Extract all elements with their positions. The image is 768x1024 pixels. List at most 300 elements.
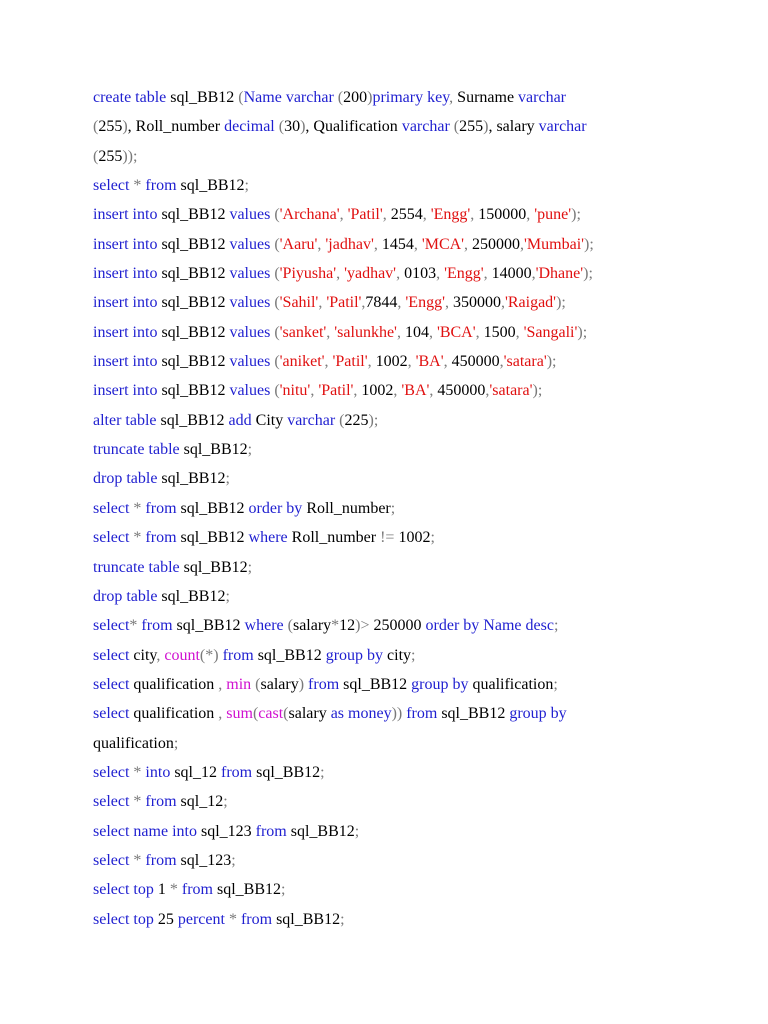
operator-token: ; [354, 822, 360, 840]
operator-token: * [133, 499, 142, 517]
operator-token: ( [238, 89, 244, 106]
string-token: 'BA' [415, 353, 444, 371]
keyword-token: primary key [372, 89, 450, 106]
keyword-token: from [406, 705, 438, 723]
text-token: qualification [93, 734, 174, 752]
operator-token: ) [300, 118, 306, 136]
string-token: 'yadhav' [344, 265, 397, 283]
text-token: 1002 [394, 529, 431, 547]
code-line [93, 142, 753, 171]
keyword-token: values [229, 323, 271, 341]
keyword-token: percent [177, 910, 225, 928]
operator-token: , [396, 265, 401, 283]
operator-token: (*) [199, 646, 219, 664]
operator-token: ( [274, 206, 280, 224]
operator-token: , [393, 382, 398, 400]
operator-token: ; [390, 499, 396, 517]
keyword-token: varchar [518, 89, 567, 106]
code-line [93, 494, 753, 523]
operator-token: )); [122, 147, 138, 165]
string-token: 'pune' [534, 206, 572, 224]
keyword-token: select [93, 529, 130, 547]
string-token: 'Aaru' [279, 235, 318, 253]
text-token: sql_12 [170, 763, 221, 781]
code-line [93, 318, 753, 347]
text-token: sql_BB12 [156, 411, 229, 429]
operator-token: ; [244, 177, 249, 195]
text-token: sql_BB12 [157, 382, 230, 400]
operator-token: ); [368, 411, 379, 429]
keyword-token: where [244, 617, 284, 635]
string-token: 'salunkhe' [334, 323, 397, 341]
text-token: 7844 [365, 294, 398, 312]
operator-token: , [499, 353, 504, 371]
keyword-token: into [145, 763, 171, 781]
keyword-token: select [93, 763, 130, 781]
text-token: 150000 [474, 206, 527, 224]
operator-token: ; [430, 529, 435, 547]
keyword-token: insert into [93, 206, 158, 224]
operator-token: , [218, 705, 223, 723]
keyword-token: values [229, 353, 271, 371]
operator-token: ; [247, 441, 253, 459]
operator-token: , [324, 353, 329, 371]
keyword-token: group by [509, 705, 567, 723]
code-line [93, 817, 753, 846]
keyword-token: Name [483, 617, 522, 635]
code-line [93, 230, 753, 259]
keyword-token: from [220, 763, 253, 781]
operator-token: ( [337, 89, 344, 106]
text-token: 1002 [357, 382, 394, 400]
text-token: city [383, 646, 412, 664]
code-line [93, 875, 753, 904]
keyword-token: name [133, 822, 169, 840]
text-token: sql_BB12 [176, 499, 249, 517]
string-token: 'satara' [489, 382, 533, 400]
text-token: City [251, 411, 288, 429]
keyword-token: insert into [93, 265, 158, 283]
text-token: sql_BB12 [179, 441, 248, 459]
operator-token: ( [252, 705, 259, 723]
operator-token: , [483, 265, 488, 283]
operator-token: * [129, 617, 138, 635]
text-token: 30 [284, 118, 301, 136]
keyword-token: select [93, 910, 130, 928]
operator-token: ; [320, 763, 325, 781]
keyword-token: varchar [401, 118, 450, 136]
operator-token: , [407, 353, 412, 371]
operator-token: , [353, 382, 358, 400]
keyword-token: insert into [93, 294, 158, 312]
text-token: sql_BB12 [272, 910, 341, 928]
operator-token: , [326, 323, 331, 341]
code-line [93, 464, 753, 493]
operator-token: * [228, 910, 237, 928]
operator-token: , [443, 353, 448, 371]
keyword-token: decimal [224, 118, 275, 136]
string-token: 'jadhav' [325, 235, 374, 253]
operator-token: , [436, 265, 441, 283]
operator-token: , [382, 206, 387, 224]
string-token: 'Archana' [279, 206, 340, 224]
text-token: 450000 [433, 382, 486, 400]
text-token: salary [260, 675, 299, 693]
keyword-token: from [255, 822, 287, 840]
code-line [93, 376, 753, 405]
operator-token: , [485, 382, 490, 400]
operator-token: ( [274, 294, 280, 312]
text-token: sql_12 [176, 793, 224, 811]
keyword-token: select [93, 675, 130, 693]
keyword-token: group by [411, 675, 469, 693]
text-token: salary [292, 617, 332, 635]
keyword-token: from [222, 646, 254, 664]
operator-token: ) [122, 118, 128, 136]
text-token: sql_BB12 [172, 617, 245, 635]
string-token: 'Sahil' [279, 294, 319, 312]
code-line [93, 523, 753, 552]
text-token: sql_BB12 [252, 763, 321, 781]
keyword-token: values [229, 265, 271, 283]
function-token: min [226, 675, 252, 693]
text-token: city [129, 646, 157, 664]
operator-token: ; [225, 587, 230, 605]
operator-token: ; [281, 881, 286, 899]
code-line [93, 611, 753, 640]
keyword-token: truncate table [93, 441, 180, 459]
operator-token: , [317, 235, 322, 253]
operator-token: ); [577, 323, 588, 341]
operator-token: , [218, 675, 223, 693]
text-token: 250000 [468, 235, 521, 253]
string-token: 'aniket' [279, 353, 325, 371]
keyword-token: add [228, 411, 252, 429]
string-token: 'Mumbai' [524, 235, 585, 253]
string-token: 'Patil' [318, 382, 354, 400]
operator-token: , [367, 353, 372, 371]
keyword-token: values [229, 206, 271, 224]
operator-token: , [531, 265, 536, 283]
keyword-token: varchar [287, 411, 336, 429]
operator-token: ); [532, 382, 543, 400]
operator-token: ); [584, 235, 594, 253]
keyword-token: select [93, 705, 130, 723]
code-line [93, 171, 753, 200]
text-token: sql_BB12 [212, 881, 281, 899]
operator-token: ); [546, 353, 557, 371]
operator-token: , [339, 206, 344, 224]
code-line [93, 670, 753, 699]
keyword-token: as [330, 705, 345, 723]
operator-token: , [422, 206, 427, 224]
operator-token: * [133, 763, 142, 781]
text-token: sql_BB12 [157, 470, 226, 488]
text-token: Roll_number [302, 499, 391, 517]
keyword-token: desc [525, 617, 554, 635]
text-token: 350000 [448, 294, 501, 312]
text-token: sql_BB12 [157, 323, 230, 341]
sql-code-document [93, 83, 753, 934]
operator-token: ( [339, 411, 345, 429]
operator-token: , [361, 294, 366, 312]
text-token: 14000 [487, 265, 532, 283]
operator-token: ; [553, 675, 558, 693]
string-token: 'nitu' [279, 382, 311, 400]
operator-token: * [169, 881, 178, 899]
operator-token: , [515, 323, 520, 341]
operator-token: , [520, 235, 525, 253]
text-token: sql_BB12 [157, 353, 230, 371]
operator-token: ; [225, 470, 230, 488]
text-token: 200 [343, 89, 368, 106]
operator-token: ; [247, 558, 253, 576]
keyword-token: values [229, 294, 271, 312]
code-line [93, 641, 753, 670]
text-token: 104 [400, 323, 429, 341]
string-token: 'Patil' [332, 353, 368, 371]
code-line [93, 699, 753, 728]
string-token: 'Raigad' [504, 294, 557, 312]
keyword-token: values [229, 235, 271, 253]
text-token: Roll_number [287, 529, 381, 547]
keyword-token: top [133, 910, 154, 928]
string-token: 'Engg' [430, 206, 471, 224]
text-token: sql_BB12 [157, 294, 230, 312]
keyword-token: Name varchar [243, 89, 334, 106]
code-line [93, 435, 753, 464]
operator-token: , [428, 323, 433, 341]
operator-token: , [429, 382, 434, 400]
text-token: 1002 [371, 353, 408, 371]
text-token: sql_BB12 [157, 235, 230, 253]
operator-token: ; [340, 910, 345, 928]
string-token: 'Dhane' [535, 265, 584, 283]
text-token: 1454 [377, 235, 414, 253]
operator-token: ; [553, 617, 559, 635]
operator-token: * [133, 793, 142, 811]
operator-token: , [397, 294, 402, 312]
keyword-token: drop table [93, 587, 158, 605]
code-line [93, 347, 753, 376]
text-token: 450000 [447, 353, 500, 371]
keyword-token: select [93, 177, 130, 195]
operator-token: * [331, 617, 340, 635]
text-token: salary [288, 705, 331, 723]
code-line [93, 83, 753, 112]
keyword-token: group by [325, 646, 384, 664]
code-line [93, 787, 753, 816]
operator-token: , [526, 206, 531, 224]
text-token: 225 [344, 411, 369, 429]
operator-token: ( [274, 265, 280, 283]
function-token: cast [258, 705, 284, 723]
text-token: sql_BB12 [166, 89, 239, 106]
operator-token: , [336, 265, 341, 283]
text-token: , salary [488, 118, 539, 136]
operator-token: )) [391, 705, 403, 723]
operator-token: , [396, 323, 401, 341]
operator-token: ( [274, 382, 280, 400]
string-token: 'satara' [503, 353, 547, 371]
operator-token: * [133, 529, 142, 547]
keyword-token: from [145, 793, 177, 811]
code-line [93, 729, 753, 758]
operator-token: ( [93, 118, 99, 136]
operator-token: ) [298, 675, 305, 693]
operator-token: , [310, 382, 315, 400]
keyword-token: drop table [93, 470, 158, 488]
operator-token: ( [453, 118, 460, 136]
keyword-token: from [145, 529, 177, 547]
operator-token: ); [571, 206, 581, 224]
code-line [93, 288, 753, 317]
text-token: sql_BB12 [179, 558, 248, 576]
keyword-token: top [133, 881, 154, 899]
operator-token: ; [231, 851, 236, 869]
operator-token: , [318, 294, 323, 312]
text-token: Surname [453, 89, 519, 106]
operator-token: ; [173, 734, 179, 752]
string-token: 'MCA' [421, 235, 465, 253]
text-token: sql_123 [176, 851, 232, 869]
text-token: , Roll_number [127, 118, 225, 136]
operator-token: ) [367, 89, 373, 106]
code-line [93, 112, 753, 141]
code-line [93, 200, 753, 229]
operator-token: ; [223, 793, 228, 811]
text-token: 255 [459, 118, 484, 136]
text-token: sql_BB12 [176, 529, 249, 547]
keyword-token: insert into [93, 353, 158, 371]
operator-token: )> [355, 617, 370, 635]
text-token: sql_BB12 [157, 587, 226, 605]
code-line [93, 846, 753, 875]
text-token: sql_BB12 [176, 177, 245, 195]
text-token: 250000 [369, 617, 426, 635]
string-token: 'Sangali' [523, 323, 578, 341]
keyword-token: order by [425, 617, 480, 635]
keyword-token: varchar [538, 118, 587, 136]
text-token: sql_BB12 [253, 646, 326, 664]
keyword-token: from [181, 881, 213, 899]
operator-token: , [444, 294, 449, 312]
keyword-token: select [93, 646, 130, 664]
text-token: 25 [153, 910, 178, 928]
text-token: qualification [129, 705, 219, 723]
text-token: 255 [98, 147, 123, 165]
keyword-token: insert into [93, 323, 158, 341]
function-token: sum [226, 705, 253, 723]
code-line [93, 582, 753, 611]
operator-token: , [475, 323, 480, 341]
string-token: 'BA' [401, 382, 430, 400]
keyword-token: from [240, 910, 273, 928]
operator-token: ( [287, 617, 293, 635]
string-token: 'sanket' [279, 323, 327, 341]
operator-token: , [156, 646, 161, 664]
operator-token: * [133, 851, 142, 869]
keyword-token: select [93, 822, 130, 840]
text-token: 12 [339, 617, 356, 635]
text-token: qualification [468, 675, 554, 693]
operator-token: ( [255, 675, 261, 693]
keyword-token: into [172, 822, 197, 840]
string-token: 'BCA' [436, 323, 476, 341]
text-token: sql_BB12 [157, 265, 230, 283]
keyword-token: insert into [93, 382, 158, 400]
text-token: 1 [153, 881, 170, 899]
function-token: count [164, 646, 200, 664]
keyword-token: select [93, 499, 130, 517]
operator-token: ); [583, 265, 593, 283]
keyword-token: select [93, 851, 130, 869]
keyword-token: money [348, 705, 392, 723]
text-token: sql_123 [196, 822, 256, 840]
code-line [93, 553, 753, 582]
keyword-token: from [145, 851, 177, 869]
keyword-token: alter table [93, 411, 157, 429]
keyword-token: truncate table [93, 558, 180, 576]
text-token: 2554 [386, 206, 423, 224]
text-token: 0103 [400, 265, 437, 283]
code-line [93, 905, 753, 934]
keyword-token: from [141, 617, 173, 635]
keyword-token: from [145, 177, 177, 195]
code-line [93, 406, 753, 435]
text-token: qualification [129, 675, 219, 693]
text-token: sql_BB12 [437, 705, 510, 723]
keyword-token: from [145, 499, 177, 517]
operator-token: , [464, 235, 469, 253]
keyword-token: where [248, 529, 288, 547]
keyword-token: from [308, 675, 340, 693]
operator-token: ) [483, 118, 489, 136]
operator-token: ( [274, 353, 280, 371]
keyword-token: insert into [93, 235, 158, 253]
keyword-token: select [93, 881, 130, 899]
operator-token: * [133, 177, 142, 195]
text-token: sql_BB12 [339, 675, 412, 693]
operator-token: ( [274, 235, 280, 253]
operator-token: ( [283, 705, 289, 723]
operator-token: ( [274, 323, 280, 341]
string-token: 'Engg' [405, 294, 445, 312]
operator-token: , [500, 294, 505, 312]
string-token: 'Patil' [326, 294, 362, 312]
text-token: 255 [98, 118, 123, 136]
code-line [93, 259, 753, 288]
operator-token: ); [556, 294, 566, 312]
string-token: 'Patil' [347, 206, 383, 224]
text-token: sql_BB12 [157, 206, 230, 224]
string-token: 'Engg' [444, 265, 484, 283]
operator-token: ( [278, 118, 285, 136]
operator-token: ( [93, 147, 99, 165]
code-line [93, 758, 753, 787]
keyword-token: values [229, 382, 271, 400]
keyword-token: select [93, 617, 130, 635]
keyword-token: create table [93, 89, 167, 106]
operator-token: , [470, 206, 475, 224]
text-token: sql_BB12 [286, 822, 355, 840]
text-token: 1500 [479, 323, 516, 341]
keyword-token: order by [248, 499, 303, 517]
operator-token: , [413, 235, 418, 253]
operator-token: , [449, 89, 454, 106]
keyword-token: select [93, 793, 130, 811]
operator-token: , [373, 235, 378, 253]
